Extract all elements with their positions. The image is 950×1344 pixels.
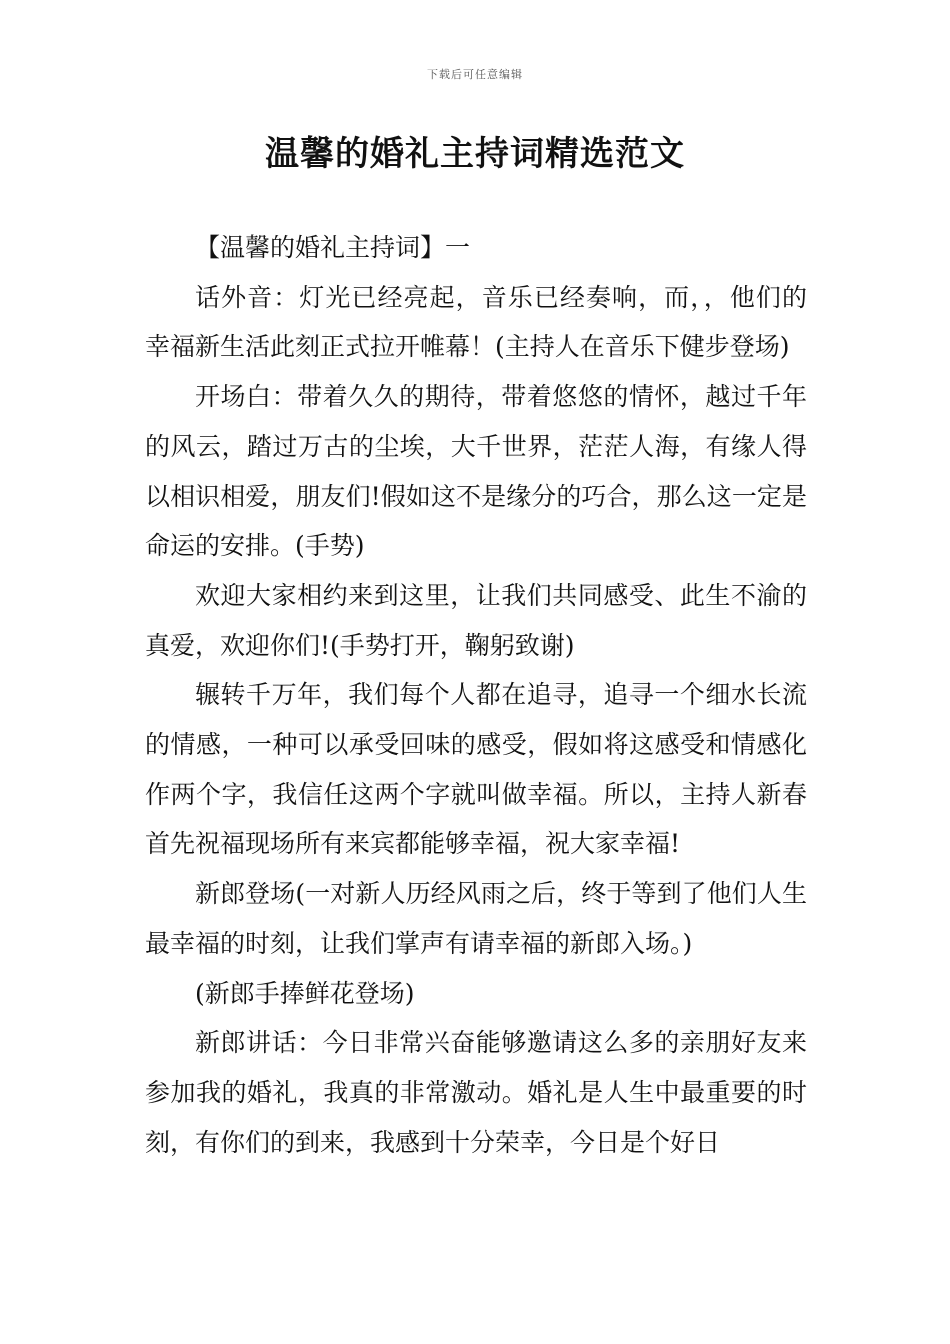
paragraph: (新郎手捧鲜花登场) (195, 978, 415, 1008)
paragraph: 开场白：带着久久的期待，带着悠悠的情怀，越过千年的风云，踏过万古的尘埃，大千世界，茫茫人海，有缘人得以相识相爱，朋友们!假如这不是缘分的巧合，那么这一定是命运的安排。(手势) (145, 382, 807, 561)
paragraph: 新郎讲话：今日非常兴奋能够邀请这么多的亲朋好友来参加我的婚礼，我真的非常激动。婚礼是人生中最重要的时刻，有你们的到来，我感到十分荣幸，今日是个好日 (145, 1028, 807, 1157)
paragraph: 话外音：灯光已经亮起，音乐已经奏响，而，，他们的幸福新生活此刻正式拉开帷幕！(主持人在音乐下健步登场) (145, 282, 807, 362)
section-heading: 【温馨的婚礼主持词】一 (195, 233, 471, 262)
paragraph: 新郎登场(一对新人历经风雨之后，终于等到了他们人生最幸福的时刻，让我们掌声有请幸福的新郎入场。) (145, 879, 807, 958)
document-body (145, 223, 807, 1167)
paragraph: 欢迎大家相约来到这里，让我们共同感受、此生不渝的真爱，欢迎你们!(手势打开，鞠躬致谢) (145, 580, 807, 660)
document-title: 温馨的婚礼主持词精选范文 (265, 134, 685, 174)
paragraph: 辗转千万年，我们每个人都在追寻，追寻一个细水长流的情感，一种可以承受回味的感受，假如将这感受和情感化作两个字，我信任这两个字就叫做幸福。所以，主持人新春首先祝福现场所有来宾都能够幸福，祝大家幸福! (145, 680, 807, 859)
header-note: 下载后可任意编辑 (427, 68, 523, 81)
